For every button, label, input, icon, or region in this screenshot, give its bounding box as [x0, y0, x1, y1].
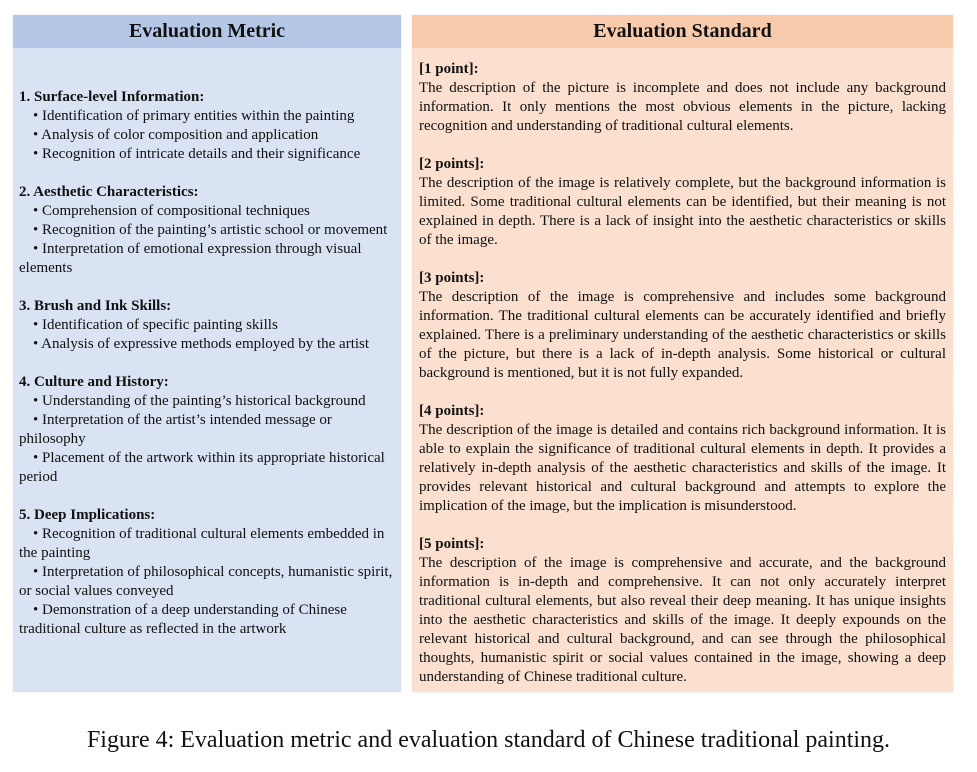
metric-body [13, 48, 401, 639]
level-text: The description of the image is relatively complete, but the background information is limited. Some traditional cultural elements can be identified, but their meaning is not explained in depth. There is a lack of insight into the aesthetic characteristics or skills of the image. [419, 175, 946, 248]
metric-item: • Recognition of the painting’s artistic school or movement [33, 222, 388, 238]
level-label: [1 point]: [419, 61, 479, 77]
metric-item: • Analysis of expressive methods employed by the artist [33, 336, 370, 352]
evaluation-standard-panel [412, 15, 953, 692]
metric-section-heading: 1. Surface-level Information: [19, 89, 205, 105]
metric-item: • Recognition of intricate details and their significance [33, 146, 361, 162]
standard-level [419, 155, 946, 250]
level-label: [3 points]: [419, 270, 485, 286]
evaluation-metric-panel [13, 15, 401, 692]
metric-section-heading: 3. Brush and Ink Skills: [19, 298, 172, 314]
metric-section [19, 183, 395, 278]
level-text: The description of the image is detailed and contains rich background information. It is able to explain the significance of traditional cultural elements in depth. It provides a relatively in-depth analysis of the aesthetic characteristics and skills of the image. It provides relevant historical and cultural background and attempts to explore the implication of the image, but the implication is misunderstood. [419, 422, 946, 514]
metric-item: • Placement of the artwork within its appropriate historical period [19, 450, 385, 485]
metric-item: • Interpretation of philosophical concepts, humanistic spirit, or social values conveyed [19, 564, 393, 599]
metric-item: • Identification of primary entities within the painting [33, 108, 355, 124]
metric-section-heading: 2. Aesthetic Characteristics: [19, 184, 199, 200]
metric-section [19, 373, 395, 487]
metric-item: • Identification of specific painting skills [33, 317, 278, 333]
metric-section-heading: 4. Culture and History: [19, 374, 169, 390]
metric-section-heading: 5. Deep Implications: [19, 507, 156, 523]
metric-item: • Recognition of traditional cultural elements embedded in the painting [19, 526, 385, 561]
metric-item: • Analysis of color composition and application [33, 127, 319, 143]
metric-section [19, 88, 395, 164]
metric-item: • Interpretation of emotional expression through visual elements [19, 241, 362, 276]
level-text: The description of the image is comprehensive and includes some background information. The traditional cultural elements can be accurately identified and briefly explained. There is a preliminary understanding of the aesthetic characteristics or skills of the picture, but there is a lack of in-depth analysis. Some historical or cultural background is mentioned, but it is not fully expanded. [419, 289, 946, 381]
standard-level [419, 535, 946, 687]
level-label: [4 points]: [419, 403, 485, 419]
metric-section [19, 506, 395, 639]
standard-header: Evaluation Standard [412, 15, 953, 48]
metric-header: Evaluation Metric [13, 15, 401, 48]
level-label: [5 points]: [419, 536, 485, 552]
metric-section [19, 297, 395, 354]
metric-item: • Comprehension of compositional techniques [33, 203, 310, 219]
standard-level [419, 402, 946, 516]
figure-caption: Figure 4: Evaluation metric and evaluation standard of Chinese traditional painting. [86, 727, 891, 753]
metric-item: • Understanding of the painting’s historical background [33, 393, 366, 409]
level-text: The description of the picture is incomplete and does not include any background information. It only mentions the most obvious elements in the picture, lacking recognition and understanding of traditional cultural elements. [419, 80, 946, 134]
level-label: [2 points]: [419, 156, 485, 172]
metric-item: • Demonstration of a deep understanding of Chinese traditional culture as reflected in the artwork [19, 602, 347, 637]
metric-item: • Interpretation of the artist’s intended message or philosophy [19, 412, 332, 447]
standard-body [412, 48, 953, 687]
standard-level [419, 60, 946, 136]
standard-level [419, 269, 946, 383]
level-text: The description of the image is comprehensive and accurate, and the background information is in-depth and comprehensive. It can not only accurately interpret traditional cultural elements, but also reveal their deep meaning. It has unique insights into the aesthetic characteristics and skills of the image. It deeply expounds on the relevant historical and cultural background, and can see through the philosophical thoughts, humanistic spirit or social values contained in the image, showing a deep understanding of Chinese traditional culture. [419, 555, 946, 685]
